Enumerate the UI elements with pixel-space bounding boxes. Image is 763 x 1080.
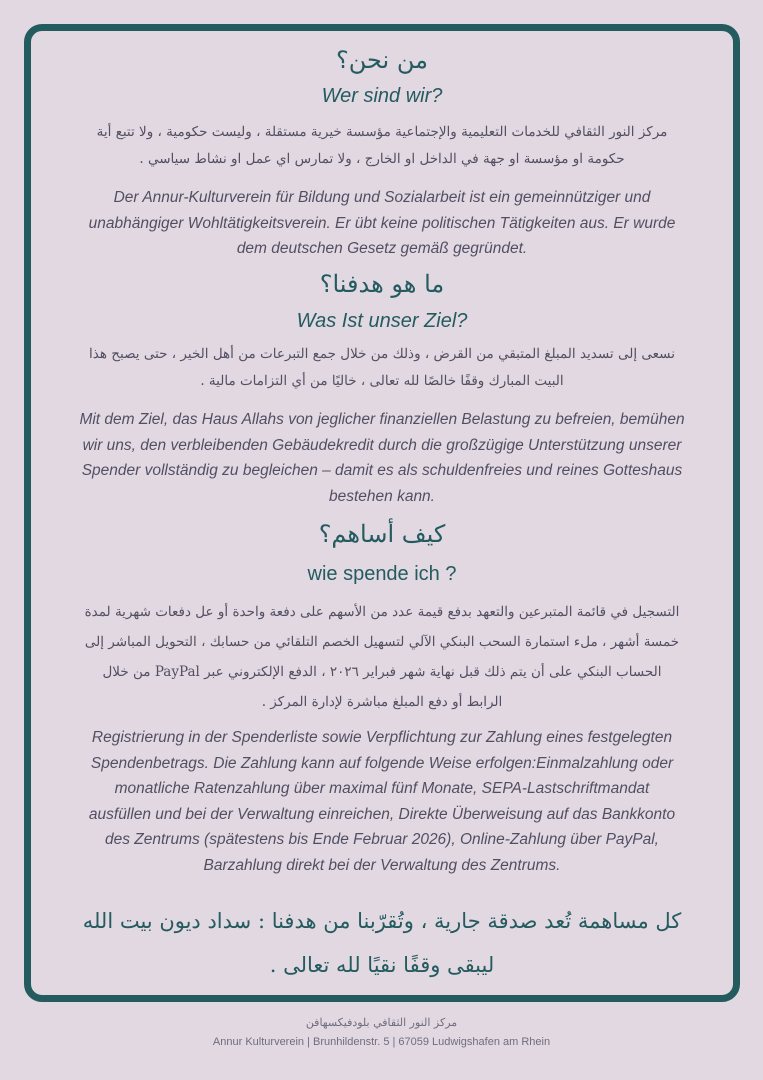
closing-statement xyxy=(31,899,733,987)
paragraph-line: حكومة او مؤسسة او جهة في الداخل او الخارج ، ولا تمارس اي عمل او نشاط سياسي . xyxy=(139,151,625,167)
paragraph-line: التسجيل في قائمة المتبرعين والتعهد بدفع قيمة عدد من الأسهم على دفعة واحدة أو عل دفعات شهرية لمدة xyxy=(84,604,680,620)
paragraph-line: Registrierung in der Spenderliste sowie Verpflichtung zur Zahlung eines festgelegten xyxy=(91,729,673,746)
paragraph-line: الحساب البنكي على أن يتم ذلك قبل نهاية شهر فبراير ٢٠٢٦ ، الدفع الإلكتروني عبر PayPal من خلال xyxy=(102,664,662,680)
paragraph-line: dem deutschen Gesetz gemäß gegründet. xyxy=(236,240,528,257)
content-card xyxy=(24,24,740,1002)
paragraph-line: wir uns, den verbleibenden Gebäudekredit durch die großzügige Unterstützung unserer xyxy=(82,436,682,454)
footer-name-ar: مركز النور الثقافي بلودفيكسهافن xyxy=(305,1016,458,1029)
heading-donate-ar: كيف أساهم؟ xyxy=(318,520,446,548)
paragraph-line: نسعى إلى تسديد المبلغ المتبقي من القرض ، وذلك من خلال جمع التبرعات من أهل الخير ، حتى يصبح هذا xyxy=(89,346,675,362)
paragraph-line: البيت المبارك وقفًا خالصًا لله تعالى ، خاليًا من أي التزامات مالية . xyxy=(200,373,564,389)
paragraph-line: خمسة أشهر ، ملء استمارة السحب البنكي الآلي لتسهيل الخصم التلقائي من حسابك ، التحويل المباشر إلى xyxy=(84,634,680,650)
paragraph-line: Spender vollständig zu begleichen – damit es als schuldenfreies und reines Gotteshaus xyxy=(81,462,683,479)
closing-line: ليبقى وقفًا نقيًا لله تعالى . xyxy=(269,953,495,977)
footer-address: Annur Kulturverein | Brunhildenstr. 5 | 67059 Ludwigshafen am Rhein xyxy=(212,1036,551,1048)
paragraph-line: des Zentrums (spätestens bis Ende Februar 2026), Online-Zahlung über PayPal, xyxy=(105,831,659,848)
who-text-ar xyxy=(31,119,733,173)
paragraph-line: Barzahlung direkt bei der Verwaltung des Zentrums. xyxy=(203,856,561,874)
heading-goal-ar: ما هو هدفنا؟ xyxy=(319,270,445,298)
heading-donate-de: wie spende ich ? xyxy=(307,563,457,585)
donate-text-ar xyxy=(31,597,733,717)
heading-who-ar: من نحن؟ xyxy=(336,46,428,74)
paragraph-line: bestehen kann. xyxy=(328,487,435,505)
closing-line: كل مساهمة تُعد صدقة جارية ، وتُقرّبنا من هدفنا : سداد ديون بيت الله xyxy=(82,909,682,933)
paragraph-line: Mit dem Ziel, das Haus Allahs von jeglicher finanziellen Belastung zu befreien, bemühen xyxy=(79,411,685,428)
heading-who-de: Wer sind wir? xyxy=(321,85,443,107)
paragraph-line: monatliche Ratenzahlung über maximal fünf Monate, SEPA-Lastschriftmandat xyxy=(114,780,650,797)
donate-text-de xyxy=(31,725,733,878)
who-text-de xyxy=(31,185,733,262)
paragraph-line: ausfüllen und bei der Verwaltung einreichen, Direkte Überweisung auf das Bankkonto xyxy=(88,805,676,823)
paragraph-line: Der Annur-Kulturverein für Bildung und Sozialarbeit ist ein gemeinnütziger und xyxy=(113,189,651,206)
goal-text-ar xyxy=(31,341,733,395)
paragraph-line: الرابط أو دفع المبلغ مباشرة لإدارة المركز . xyxy=(261,694,503,710)
goal-text-de xyxy=(31,407,733,509)
paragraph-line: مركز النور الثقافي للخدمات التعليمية والإجتماعية مؤسسة خيرية مستقلة ، وليست حكومية ، ولا تتبع أية xyxy=(96,124,668,140)
paragraph-line: Spendenbetrags. Die Zahlung kann auf folgende Weise erfolgen:Einmalzahlung oder xyxy=(90,754,674,772)
heading-goal-de: Was Ist unser Ziel? xyxy=(296,310,468,332)
paragraph-line: unabhängiger Wohltätigkeitsverein. Er übt keine politischen Tätigkeiten aus. Er wurde xyxy=(88,214,676,232)
